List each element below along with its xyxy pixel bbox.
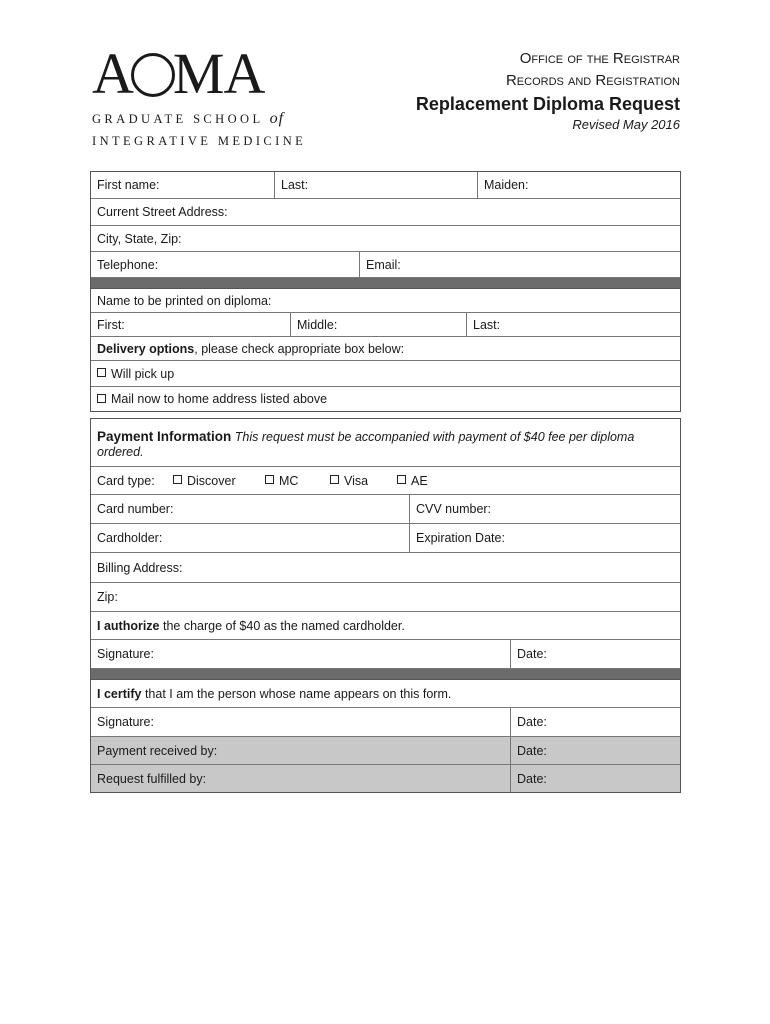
diploma-first-field[interactable]: First: xyxy=(97,317,125,332)
payment-heading: Payment Information This request must be accompanied with payment of $40 fee per diploma ordered. xyxy=(97,429,635,459)
form-header xyxy=(416,48,680,134)
payment-received-row xyxy=(91,737,680,765)
mail-row xyxy=(91,387,680,411)
discover-option[interactable]: Discover xyxy=(173,474,265,488)
delivery-row xyxy=(91,337,680,361)
discover-checkbox[interactable] xyxy=(173,475,182,484)
telephone-field[interactable]: Telephone: xyxy=(97,257,159,272)
first-name-field[interactable]: First name: xyxy=(97,178,160,192)
personal-info-section xyxy=(90,171,681,412)
visa-option[interactable]: Visa xyxy=(330,474,397,488)
expiration-field[interactable]: Expiration Date: xyxy=(409,524,680,552)
request-fulfilled-field: Request fulfilled by: xyxy=(97,771,207,786)
logo-wordmark: A MA xyxy=(92,41,265,106)
certify-signature-field[interactable]: Signature: xyxy=(97,715,154,729)
request-fulfilled-row xyxy=(91,765,680,792)
certify-signature-row xyxy=(91,708,680,737)
name-row xyxy=(91,172,680,199)
logo-line-2: INTEGRATIVE MEDICINE xyxy=(92,134,307,148)
certify-row xyxy=(91,680,680,708)
section-divider-bar xyxy=(91,278,680,289)
payment-received-date-field: Date: xyxy=(510,737,680,764)
department-name: Records and Registration xyxy=(505,72,680,89)
payment-heading-row xyxy=(91,419,680,467)
authorize-row xyxy=(91,612,680,640)
last-name-field[interactable]: Last: xyxy=(274,172,477,198)
diploma-middle-field[interactable]: Middle: xyxy=(290,313,466,336)
card-number-field[interactable]: Card number: xyxy=(97,502,174,516)
authorize-statement: I authorize the charge of $40 as the named cardholder. xyxy=(97,618,405,633)
certify-statement: I certify that I am the person whose name appears on this form. xyxy=(97,686,452,701)
payment-date-field[interactable]: Date: xyxy=(510,640,680,668)
section-divider-bar xyxy=(91,669,680,680)
diploma-last-field[interactable]: Last: xyxy=(466,313,680,336)
phone-row xyxy=(91,252,680,278)
zip-field[interactable]: Zip: xyxy=(97,590,118,604)
mail-checkbox[interactable] xyxy=(97,394,106,403)
printed-name-label: Name to be printed on diploma: xyxy=(97,293,272,308)
cvv-field[interactable]: CVV number: xyxy=(409,495,680,523)
billing-address-field[interactable]: Billing Address: xyxy=(97,560,183,575)
street-address-field[interactable]: Current Street Address: xyxy=(97,205,228,219)
certify-date-field[interactable]: Date: xyxy=(510,708,680,736)
mc-checkbox[interactable] xyxy=(265,475,274,484)
pickup-row xyxy=(91,361,680,387)
cardholder-row xyxy=(91,524,680,553)
payment-section xyxy=(90,418,681,793)
logo-o-ring-icon xyxy=(131,53,175,97)
maiden-name-field[interactable]: Maiden: xyxy=(477,172,680,198)
ae-option[interactable]: AE xyxy=(397,474,428,488)
delivery-options-label: Delivery options , please check appropriate box below: xyxy=(97,341,405,356)
city-state-zip-field[interactable]: City, State, Zip: xyxy=(97,231,182,246)
office-name: Office of the Registrar xyxy=(519,50,680,67)
diploma-name-row xyxy=(91,313,680,337)
payment-signature-field[interactable]: Signature: xyxy=(97,647,154,661)
mail-option[interactable]: Mail now to home address listed above xyxy=(91,387,680,411)
school-logo xyxy=(92,41,307,149)
city-row xyxy=(91,226,680,252)
zip-row xyxy=(91,583,680,612)
card-type-row xyxy=(91,467,680,495)
visa-checkbox[interactable] xyxy=(330,475,339,484)
cardholder-field[interactable]: Cardholder: xyxy=(97,531,163,545)
ae-checkbox[interactable] xyxy=(397,475,406,484)
payment-received-field: Payment received by: xyxy=(97,743,218,758)
printed-name-row xyxy=(91,289,680,313)
payment-signature-row xyxy=(91,640,680,669)
billing-row xyxy=(91,553,680,583)
pickup-option[interactable]: Will pick up xyxy=(91,361,680,386)
email-field[interactable]: Email: xyxy=(359,252,680,277)
pickup-checkbox[interactable] xyxy=(97,368,106,377)
form-title: Replacement Diploma Request xyxy=(415,94,680,114)
logo-line-1: GRADUATE SCHOOL of xyxy=(92,110,285,127)
mc-option[interactable]: MC xyxy=(265,474,330,488)
card-number-row xyxy=(91,495,680,524)
revision-date: Revised May 2016 xyxy=(572,117,680,132)
street-row xyxy=(91,199,680,226)
request-fulfilled-date-field: Date: xyxy=(510,765,680,792)
card-type-field: Card type: Discover MC Visa AE xyxy=(97,473,428,488)
